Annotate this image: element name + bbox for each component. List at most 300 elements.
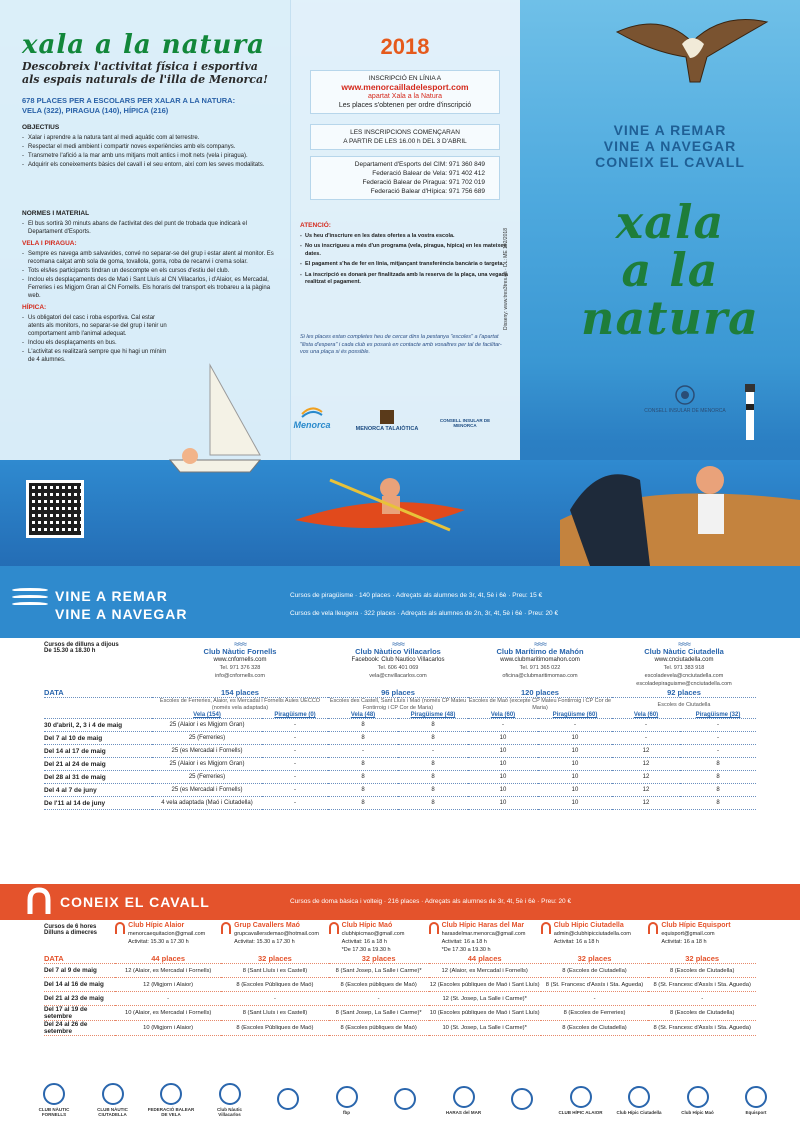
value-cell: 8 (Escoles públiques de Maó) [329,1021,429,1036]
value-cell: 8 (Sant Lluís i es Castell) [221,964,329,978]
table-row [44,954,756,964]
value-cell: 25 (Ferreries) [152,771,262,784]
value-cell: 8 (Escoles de Ferreries) [541,1006,649,1021]
data-header: DATA [44,954,64,963]
table-row [44,758,756,771]
club-phone: Tel. 606 401 069 [377,665,419,671]
value-cell: 8 [328,771,398,784]
sub-header: Vela (154) [193,712,221,718]
horseshoe-icon [221,922,231,934]
schools-text: Escoles de Ferreries, Alaior, es Mercadal i Fornells Aules UECCO (només vela adaptada) [159,698,321,711]
value-cell: 8 (Sant Josep, La Salle i Carme)* [329,964,429,978]
value-cell: - [262,719,328,732]
club-web[interactable]: www.cnciutadella.com [654,657,714,663]
hipica-title: HÍPICA: [22,304,47,311]
places-count: 96 places [381,688,415,697]
contacts-box [310,156,500,200]
logo-line-3: natura [581,291,759,345]
water-schedule [44,640,152,688]
list-item: - L'activitat es realitzarà sempre que hi hagi un mínim de 4 alumnes. [22,348,167,364]
places-count: 44 places [467,954,502,963]
club-mail[interactable]: harasdelmar.menorca@gmail.com [441,931,526,937]
menorca-talaiotica-logo [352,410,422,432]
club-card-body [429,922,541,954]
list-item: - Adquirir els coneixements bàsics del cavall i el seu entorn, així com les seves modalitats. [22,161,277,169]
value-cell: 10 [468,797,538,810]
club-card [328,640,468,688]
sponsor-logo-label: FEDERACIÓ BALEAR DE VELA [147,1107,195,1117]
sponsor-logo-label: CLUB NÀUTIC FORNELLS [38,1107,70,1117]
sub-header: Piragüisme (0) [274,712,316,718]
places-heading [22,96,272,116]
value-cell: 25 (es Mercadal i Fornells) [152,784,262,797]
water-title-1: VINE A REMAR [55,588,168,604]
xala-logo-small: xala a la natura [22,30,266,60]
consell-small-logo [432,418,498,428]
sponsor-logo [440,1086,488,1115]
sponsor-emblem-icon [628,1086,650,1108]
value-cell: 8 [680,758,756,771]
list-item: - No us inscrigueu a més d'un programa (vela, piragua, hípica) en les mateixes dates. [300,243,510,258]
date-cell: Del 7 al 9 de maig [44,964,115,978]
sponsor-emblem-icon [219,1083,241,1105]
table-row [44,719,756,732]
wave-icon: ≈≈≈ [678,639,690,649]
value-cell: 10 [538,784,612,797]
value-cell: - [612,719,680,732]
horse-title: CONEIX EL CAVALL [60,894,210,910]
value-cell: 12 (Migjorn i Alaior) [115,978,221,992]
sponsor-logo [206,1083,254,1117]
value-cell: 12 [612,797,680,810]
table-row [44,1021,756,1036]
talaiot-icon [380,410,394,424]
design-credit: Disseny: www.tres3tres.es · DL: ME 192/2018 [503,228,509,330]
value-cell: 8 (Sant Josep, La Salle i Carme)* [329,1006,429,1021]
club-name: Club Nàutic Ciutadella [644,647,724,656]
logo-line-1: xala [615,195,725,249]
places-count: 154 places [221,688,259,697]
value-cell: 8 (Escoles de Ciutadella) [648,1006,756,1021]
schedule-line: Cursos de dilluns a dijous [44,642,119,648]
list-item: - Tots els/les participants tindran un descompte en els cursos d'estiu del club. [22,267,277,275]
places-count: 120 places [521,688,559,697]
sub-header: Vela (48) [350,712,376,718]
club-info [442,922,526,954]
horse-illustration-icon [560,440,800,566]
atencio-list [300,233,510,287]
horse-schedule [44,922,115,954]
value-cell: - [648,992,756,1006]
inscripcions-line1: LES INSCRIPCIONS COMENÇARAN [350,129,460,136]
kayak-illustration-icon [290,470,470,540]
inscripcions-line2: A PARTIR DE LES 16.00 h DEL 3 D'ABRIL [343,138,467,145]
value-cell: 10 [538,797,612,810]
value-cell: - [262,745,328,758]
club-mail-2[interactable]: escoladepiraguisme@cnciutadella.com [636,681,732,687]
value-cell: 8 [328,797,398,810]
headline-remar: VINE A REMAR [613,122,727,138]
sponsor-logo [674,1086,722,1115]
value-cell: - [538,719,612,732]
sponsor-logo [498,1088,546,1112]
club-mail[interactable]: oficina@clubmaritimomao.com [502,673,578,679]
water-title-2: VINE A NAVEGAR [55,606,188,622]
value-cell: 10 [468,771,538,784]
sponsor-emblem-icon [394,1088,416,1110]
club-card [612,640,756,688]
schedule-line: De 15.30 a 18.30 h [44,648,96,654]
value-cell: 8 (Escoles públiques de Maó) [329,978,429,992]
wave-icon: ≈≈≈ [392,639,404,649]
value-cell: 10 (Migjorn i Alaior) [115,1021,221,1036]
sub-header: Vela (60) [633,712,659,718]
value-cell: 8 [328,784,398,797]
atencio-title: ATENCIÓ: [300,222,331,229]
horseshoe-icon [429,922,439,934]
consell-emblem-icon [674,384,696,406]
objectius-title: OBJECTIUS [22,124,60,131]
menorca-logo [282,404,342,430]
water-rows [44,719,756,810]
value-cell: - [262,732,328,745]
places-count: 32 places [577,954,612,963]
value-cell: - [468,719,538,732]
date-cell: 30 d'abril, 2, 3 i 4 de maig [44,719,152,732]
horseshoe-icon [648,922,658,934]
value-cell: 8 [398,784,468,797]
table-row [44,922,756,954]
club-card-body [648,922,756,946]
contact-line: Departament d'Esports del CIM: 971 360 849 [354,161,485,168]
club-card [152,640,328,688]
places-count: 32 places [361,954,396,963]
club-info [342,922,405,954]
list-item: - Inclou els desplaçaments des de Maó i Sant Lluís al CN Villacarlos, i d'Alaior, es Mercadal, Ferreries i es Migjorn Gran al CN Fornells. Els horaris del transport els trobareu a la pàgina web. [22,276,277,300]
value-cell: - [680,732,756,745]
sponsor-footer [30,1080,780,1120]
club-info [234,922,319,946]
value-cell: - [115,992,221,1006]
course-vela: Cursos de vela lleugera · 322 places · Adreçats als alumnes de 2n, 3r, 4t, 5è i 6è · Preu: 20 € [290,610,559,617]
club-name: Club Hípic Ciutadella [553,922,624,929]
value-cell: 12 (Escoles públiques de Maó i Sant Lluís) [429,978,541,992]
table-row [44,797,756,810]
club-mail[interactable]: grupcavallersdemao@hotmail.com [234,931,319,937]
date-cell: Del 7 al 10 de maig [44,732,152,745]
sponsor-logo-label: HARAS del MAR [445,1109,482,1115]
empty-cell [44,698,152,713]
vela-list [22,250,277,300]
value-cell: 12 (St. Josep, La Salle i Carme)* [429,992,541,1006]
value-cell: 8 [680,784,756,797]
water-activities-band [0,566,800,638]
value-cell: 8 [328,758,398,771]
value-cell: 8 [398,719,468,732]
club-card [541,922,649,954]
club-mail[interactable]: menorcaequitacion@gmail.com [128,931,206,937]
club-hours-2: *De 17.30 a 19.30 h [441,947,491,953]
value-cell: - [680,745,756,758]
inscription-box [310,70,500,114]
schedule-line: Cursos de 6 hores [44,924,97,930]
value-cell: 8 (Escoles de Ciutadella) [541,1021,649,1036]
value-cell: 8 (Sant Lluís i es Castell) [221,1006,329,1021]
table-row [44,640,756,688]
sub-header: Piragüisme (48) [410,712,456,718]
club-phone: Tel. 971 383 918 [663,665,705,671]
club-name: Grup Cavallers Maó [234,922,300,929]
list-item: - Us heu d'inscriure en les dates ofertes a la vostra escola. [300,233,510,241]
sub-header: Piragüisme (32) [695,712,741,718]
club-mail[interactable]: escoladevela@cnciutadella.com [644,673,724,679]
date-cell: Del 17 al 19 de setembre [44,1006,115,1021]
schools-text: Escoles de Ciutadella [657,701,711,708]
poster-subtitle: Descobreix l'activitat física i esportiva als espais naturals de l'illa de Menorca! [22,60,268,86]
sponsor-emblem-icon [511,1088,533,1110]
value-cell: 10 [468,758,538,771]
club-hours: Activitat: 16 a 18 h [553,939,599,945]
club-name: Club Nàutic Fornells [203,647,277,656]
list-item: - Inclou els desplaçaments en bus. [22,339,167,347]
table-row [44,992,756,1006]
value-cell: - [329,992,429,1006]
value-cell: 8 [398,758,468,771]
sponsor-emblem-icon [102,1083,124,1105]
sponsor-logo-label: CLUB NÀUTIC CIUTADELLA [97,1107,128,1117]
value-cell: 25 (es Mercadal i Fornells) [152,745,262,758]
atencio-section [300,222,510,290]
date-cell: Del 14 al 16 de maig [44,978,115,992]
inscripcio-line: INSCRIPCIÓ EN LÍNIA A [368,75,442,82]
value-cell: 8 [680,797,756,810]
horseshoe-icon [541,922,551,934]
value-cell: 10 [468,745,538,758]
value-cell: - [612,732,680,745]
club-hours: Activitat: 15.30 a 17.30 h [234,939,295,945]
club-hours-2: *De 17.30 a 19.30 h [341,947,391,953]
club-phone: Tel. 971 365 022 [519,665,561,671]
value-cell: - [262,758,328,771]
value-cell: 10 [538,745,612,758]
sub-header: Piragüisme (60) [552,712,598,718]
club-name: Club Hípic Haras del Mar [441,922,525,929]
places-heading-line1: 678 PLACES PER A ESCOLARS PER XALAR A LA NATURA: [22,96,236,105]
poster-hero [0,0,800,566]
sponsor-logo-label: Club Nàutic Villacarlos [216,1107,242,1117]
logo-line-2: a la [621,243,719,297]
horseshoe-icon [24,886,54,918]
value-cell: 12 [612,784,680,797]
list-item: - El bus sortirà 30 minuts abans de l'activitat des del punt de trobada que indicarà el Departament d'Esports. [22,220,277,236]
date-cell: Del 4 al 7 de juny [44,784,152,797]
registration-link[interactable]: www.menorcailladelesport.com [341,82,469,92]
value-cell: 10 (St. Josep, La Salle i Carme)* [429,1021,541,1036]
sponsor-emblem-icon [745,1086,767,1108]
date-cell: Del 28 al 31 de maig [44,771,152,784]
sponsor-emblem-icon [277,1088,299,1110]
headline-block [560,122,780,170]
value-cell: 8 (Escoles Públiques de Maó) [221,1021,329,1036]
value-cell: 8 (St. Francesc d'Assís i Sta. Agueda) [648,978,756,992]
club-card [468,640,612,688]
table-row [44,1006,756,1021]
club-card-body [541,922,649,946]
value-cell: - [262,784,328,797]
consell-label: CONSELL INSULAR DE MENORCA [644,408,726,414]
value-cell: 8 (Escoles de Ciutadella) [541,964,649,978]
value-cell: 8 [398,732,468,745]
lighthouse-icon [740,382,760,442]
value-cell: 8 (St. Francesc d'Assís i Sta. Agueda) [648,1021,756,1036]
value-cell: 10 [468,732,538,745]
club-mail[interactable]: equisport@gmail.com [661,931,715,937]
club-card [221,922,329,954]
value-cell: 10 [538,732,612,745]
sponsor-logo [89,1083,137,1117]
water-schedule-table [44,640,756,810]
table-row [44,688,756,698]
club-info [554,922,631,946]
club-card [115,922,221,954]
value-cell: 8 [398,771,468,784]
headline-navegar: VINE A NAVEGAR [603,138,737,154]
xala-logo-large [570,195,770,345]
value-cell: 8 [680,771,756,784]
club-hours: Activitat: 16 a 18 h [441,939,487,945]
qr-code-pattern [29,483,81,535]
value-cell: - [262,771,328,784]
club-hours: Activitat: 16 a 18 h [341,939,387,945]
qr-code[interactable] [26,480,84,538]
sponsor-logo [381,1088,429,1112]
value-cell: 8 [398,797,468,810]
course-hipica: Cursos de doma bàsica i volteig · 216 places · Adreçats als alumnes de 3r, 4t, 5è i 6è · Preu: 20 € [290,898,572,905]
sponsor-logo-label: CLUB HÍPIC ALAIOR [558,1109,603,1115]
table-row [44,771,756,784]
value-cell: 10 (Escoles públiques de Maó i Sant Lluís) [429,1006,541,1021]
normes-list [22,220,277,236]
sponsor-logo-label: Club Hípic Maó [681,1109,714,1115]
sponsor-emblem-icon [453,1086,475,1108]
club-name: Club Hípic Alaior [128,922,185,929]
value-cell: 4 vela adaptada (Maó i Ciutadella) [152,797,262,810]
horseshoe-icon [115,922,125,934]
date-cell: Del 21 al 23 de maig [44,992,115,1006]
places-count: 92 places [667,688,701,697]
value-cell: 8 (Escoles de Ciutadella) [648,964,756,978]
sub-header: Vela (60) [490,712,516,718]
sponsor-emblem-icon [160,1083,182,1105]
list-item: - La inscripció es donarà per finalitzada amb la reserva de la plaça, una vegada realitzat el pagament. [300,272,510,287]
schools-text: Escoles des Castell, Sant Lluís i Maó (només CP Mateu Fontirroig i CP Cor de Maria) [329,698,467,711]
sponsor-logo-label: fbp [343,1109,350,1115]
value-cell: 25 (Alaior i es Migjorn Gran) [152,758,262,771]
year-label: 2018 [380,34,430,59]
value-cell: 12 (Alaior, es Mercadal i Fornells) [429,964,541,978]
table-row [44,698,756,713]
club-mail[interactable]: info@cnfornells.com [215,673,265,679]
sponsor-logo [264,1088,312,1112]
club-name: Club Hípic Equisport [661,922,731,929]
table-row [44,964,756,978]
objectius-section [22,124,277,170]
sponsor-logo-label: Equisport [745,1109,767,1115]
sponsor-logo [147,1083,195,1117]
date-cell: Del 14 al 17 de maig [44,745,152,758]
club-mail[interactable]: clubhipicmao@gmail.com [341,931,405,937]
value-cell: 12 (Alaior, es Mercadal i Fornells) [115,964,221,978]
wave-icon: ≈≈≈ [234,639,246,649]
value-cell: 10 [538,758,612,771]
table-row [44,732,756,745]
date-cell: Del 21 al 24 de maig [44,758,152,771]
horseshoe-icon [329,922,339,934]
schools-text: Escoles de Maó (excepte CP Mateu Fontirroig i CP Cor de Maria) [468,698,612,711]
club-mail[interactable]: vela@cnvillacarlos.com [369,673,427,679]
club-card-body [115,922,221,946]
schedule-line: Dilluns a dimecres [44,930,98,936]
club-card [429,922,541,954]
club-hours: Activitat: 16 a 18 h [661,939,707,945]
value-cell: - [221,992,329,1006]
club-info [661,922,730,946]
osprey-illustration-icon [612,2,772,92]
ordre-text: Les places s'obtenen per ordre d'inscripció [338,102,472,109]
sponsor-logo [732,1086,780,1115]
consell-insular-logo [640,384,730,414]
contact-line: Federació Balear de Vela: 971 402 412 [372,170,485,177]
club-name: Club Nàutico Villacarlos [355,647,441,656]
sponsor-emblem-icon [687,1086,709,1108]
sponsor-label: MENORCA TALAIÒTICA [355,426,419,432]
club-hours: Activitat: 15.30 a 17.30 h [128,939,189,945]
club-mail[interactable]: admin@clubhipicciutadella.com [553,931,631,937]
value-cell: 25 (Alaior i es Migjorn Gran) [152,719,262,732]
sponsor-emblem-icon [570,1086,592,1108]
places-count: 32 places [685,954,720,963]
horse-schedule-table [44,922,756,1036]
club-web[interactable]: Facebook: Club Nautico Villacarlos [351,657,445,663]
list-item: - Xalar i aprendre a la natura tant al medi aquàtic com al terrestre. [22,134,277,142]
course-piraguisme: Cursos de piragüisme · 140 places · Adreçats als alumnes de 3r, 4t, 5è i 6è · Preu: 15 € [290,592,543,599]
places-count: 44 places [151,954,186,963]
value-cell: 12 [612,758,680,771]
value-cell: - [541,992,649,1006]
contact-line: Federació Balear de Piragua: 971 702 019 [362,179,485,186]
waiting-list-note: Si les places estan completes heu de cercar dins la pestanya "escoles" a l'apartat "llista d'espera" i cada club es posarà en contacte amb vosaltres per tal de facilitar-vos una plaça si és possible. [300,334,502,355]
club-name: Club Hípic Maó [341,922,393,929]
wave-icon: ≈≈≈ [534,639,546,649]
normes-title: NORMES I MATERIAL [22,210,90,217]
horse-rows [44,964,756,1036]
club-web[interactable]: www.cnfornells.com [213,657,267,663]
places-heading-line2: VELA (322), PIRAGUA (140), HÍPICA (216) [22,106,169,115]
value-cell: 10 (Alaior, es Mercadal i Fornells) [115,1006,221,1021]
menorca-swirl-icon [300,404,324,418]
value-cell: - [680,719,756,732]
value-cell: 10 [468,784,538,797]
club-web[interactable]: www.clubmaritimomahon.com [500,657,580,663]
sailboat-illustration-icon [160,360,270,480]
date-cell: Del 24 al 26 de setembre [44,1021,115,1036]
value-cell: 12 [612,745,680,758]
list-item: - Sempre es navega amb salvavides, convé no separar-se del grup i estar atent al monitor. Es recomana calçat amb sola de goma, tovallola, gorra, roba de recanvi i crema solar. [22,250,277,266]
table-row [44,745,756,758]
list-item: - El pagament s'ha de fer en línia, mitjançant transferència bancària o targeta. [300,261,510,269]
list-item: - Transmetre l'afició a la mar amb uns mitjans molt antics i molt nets (vela i piragua). [22,152,277,160]
club-card [648,922,756,954]
